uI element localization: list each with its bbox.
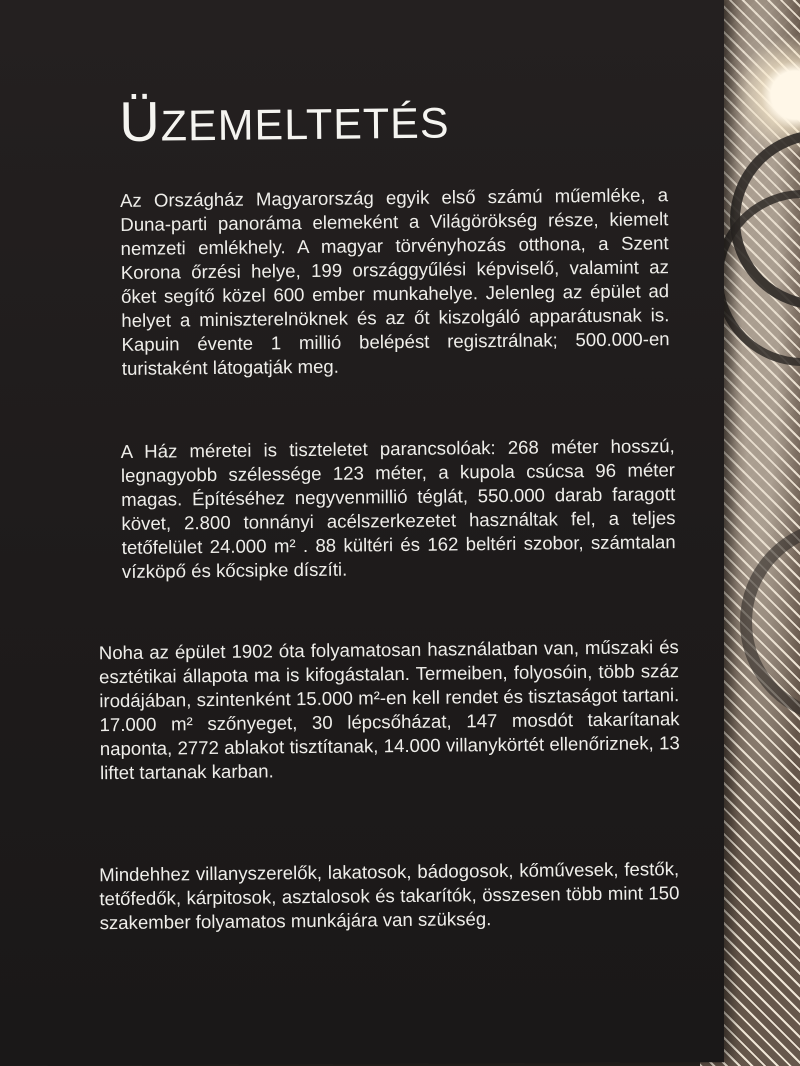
title-initial: Ü [118, 89, 162, 153]
paragraph-intro: Az Országház Magyarország egyik első számú műemléke, a Duna-parti panoráma elemeként a Világörökség része, kiemelt nemzeti emlékhely. A magyar törvényhozás otthona, a Szent Korona őrzési helye, 199 országgyűlési képviselő, valamint az őket segítő közel 600 ember munkahelye. Jelenleg az épület ad helyet a miniszterelnöknek és az őt kiszolgáló apparátusnak is. Kapuin évente 1 millió belépést regisztrálnak; 500.000-en turistaként látogatják meg. [119, 184, 670, 379]
title-rest: ZEMELTETÉS [160, 99, 450, 151]
paragraph-staff: Mindehhez villanyszerelők, lakatosok, bádogosok, kőművesek, festők, tetőfedők, kárpitosok, asztalosok és takarítók, összesen több mint 150 szakember folyamatos munkájára van szükség. [99, 858, 680, 934]
paragraph-dimensions: A Ház méretei is tiszteletet parancsolóak: 268 méter hosszú, legnagyobb szélessége 123 méter, a kupola csúcsa 96 méter magas. Építéséhez negyvenmillió téglát, 550.000 darab faragott követ, 2.800 tonnányi acélszerkezetet használtak fel, a teljes tetőfelület 24.000 m² . 88 kültéri és 162 beltéri szobor, számtalan vízköpő és kőcsipke díszíti. [120, 435, 676, 582]
paragraph-maintenance: Noha az épület 1902 óta folyamatosan használatban van, műszaki és esztétikai állapota ma is kifogástalan. Termeiben, folyosóin, több száz irodájában, szintenként 15.000 m²-en kell rendet és tisztaságot tartani. 17.000 m² szőnyeget, 30 lépcsőházat, 147 mosdót takarítanak naponta, 2772 ablakot tisztítanak, 14.000 villanykörtét ellenőriznek, 13 liftet tartanak karban. [98, 636, 680, 784]
panel-title [119, 85, 450, 153]
